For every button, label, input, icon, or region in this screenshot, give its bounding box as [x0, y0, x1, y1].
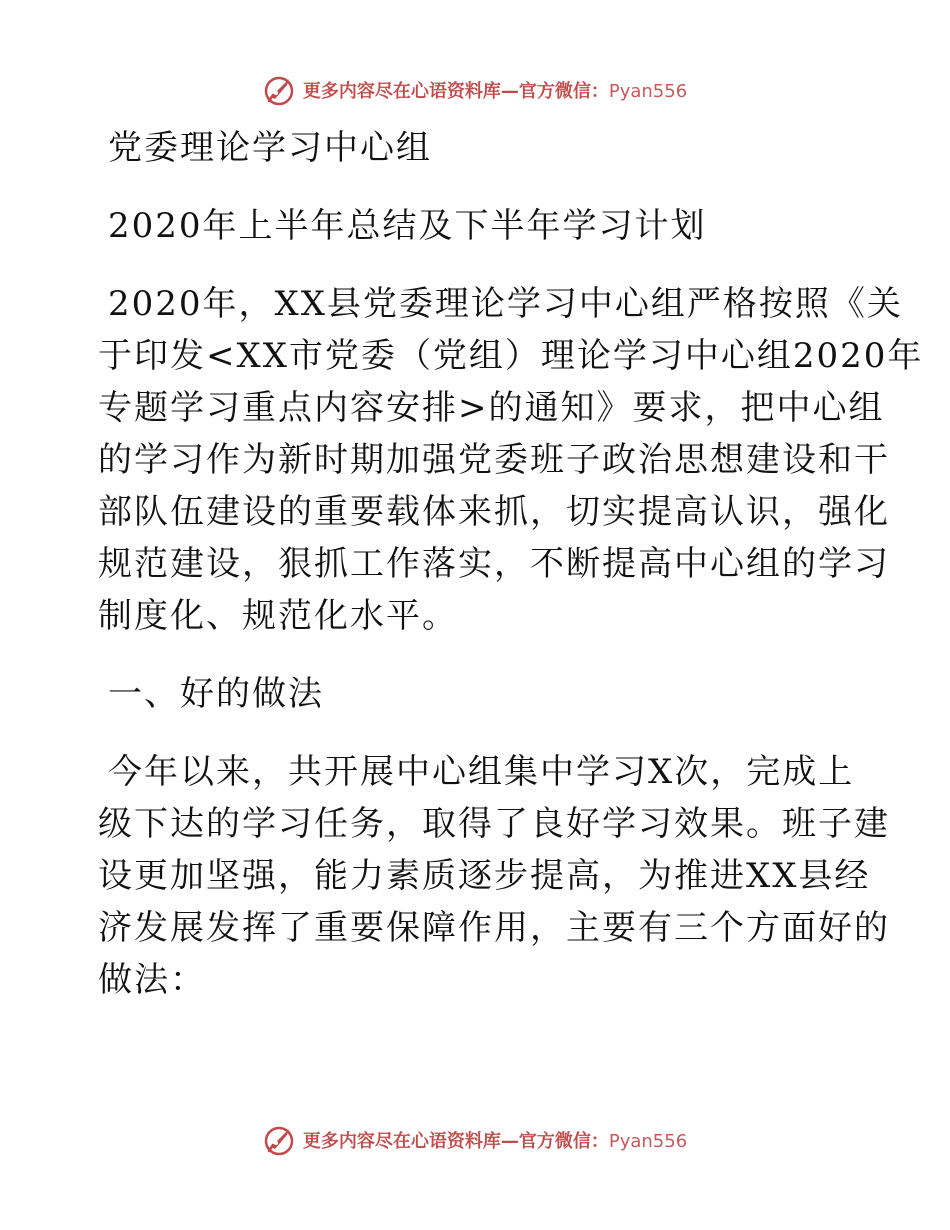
watermark-separator: — — [500, 1131, 519, 1152]
watermark-wechat-id: Pyan556 — [608, 81, 688, 102]
intro-paragraph — [98, 278, 924, 642]
paragraph-line: 济发展发挥了重要保障作用，主要有三个方面好的 — [98, 908, 890, 948]
document-body — [98, 122, 924, 1032]
paragraph-line: 制度化、规范化水平。 — [98, 596, 458, 636]
paragraph-line: 级下达的学习任务，取得了良好学习效果。班子建 — [98, 804, 890, 844]
paragraph-line: 专题学习重点内容安排>的通知》要求，把中心组 — [98, 388, 885, 428]
watermark-text — [303, 1127, 687, 1153]
watermark-text — [303, 77, 687, 103]
watermark-wechat-label: 官方微信： — [518, 81, 609, 102]
watermark-brand: 更多内容尽在心语资料库 — [302, 1131, 501, 1152]
watermark-banner-bottom — [0, 1122, 950, 1158]
paragraph-line: 的学习作为新时期加强党委班子政治思想建设和干 — [98, 440, 890, 480]
paragraph-line: 规范建设，狠抓工作落实，不断提高中心组的学习 — [98, 544, 890, 584]
quill-pen-logo-icon — [263, 73, 297, 107]
paragraph-line: 做法： — [98, 960, 206, 1000]
paragraph-line: 2020年，XX县党委理论学习中心组严格按照《关 — [108, 284, 903, 324]
quill-pen-logo-icon — [263, 1123, 297, 1157]
paragraph-line: 设更加坚强，能力素质逐步提高，为推进XX县经 — [98, 856, 871, 896]
paragraph-line: 部队伍建设的重要载体来抓，切实提高认识，强化 — [98, 492, 890, 532]
watermark-brand: 更多内容尽在心语资料库 — [302, 81, 501, 102]
watermark-wechat-label: 官方微信： — [518, 1131, 609, 1152]
body-paragraph — [98, 746, 890, 1006]
section-heading: 一、好的做法 — [108, 674, 324, 714]
document-title-line1: 党委理论学习中心组 — [108, 128, 432, 168]
document-title-line2: 2020年上半年总结及下半年学习计划 — [108, 206, 707, 246]
paragraph-line: 于印发<XX市党委（党组）理论学习中心组2020年 — [98, 336, 924, 376]
watermark-wechat-id: Pyan556 — [608, 1131, 688, 1152]
paragraph-line: 今年以来，共开展中心组集中学习X次，完成上 — [108, 752, 855, 792]
watermark-separator: — — [500, 81, 519, 102]
watermark-banner-top — [0, 72, 950, 108]
